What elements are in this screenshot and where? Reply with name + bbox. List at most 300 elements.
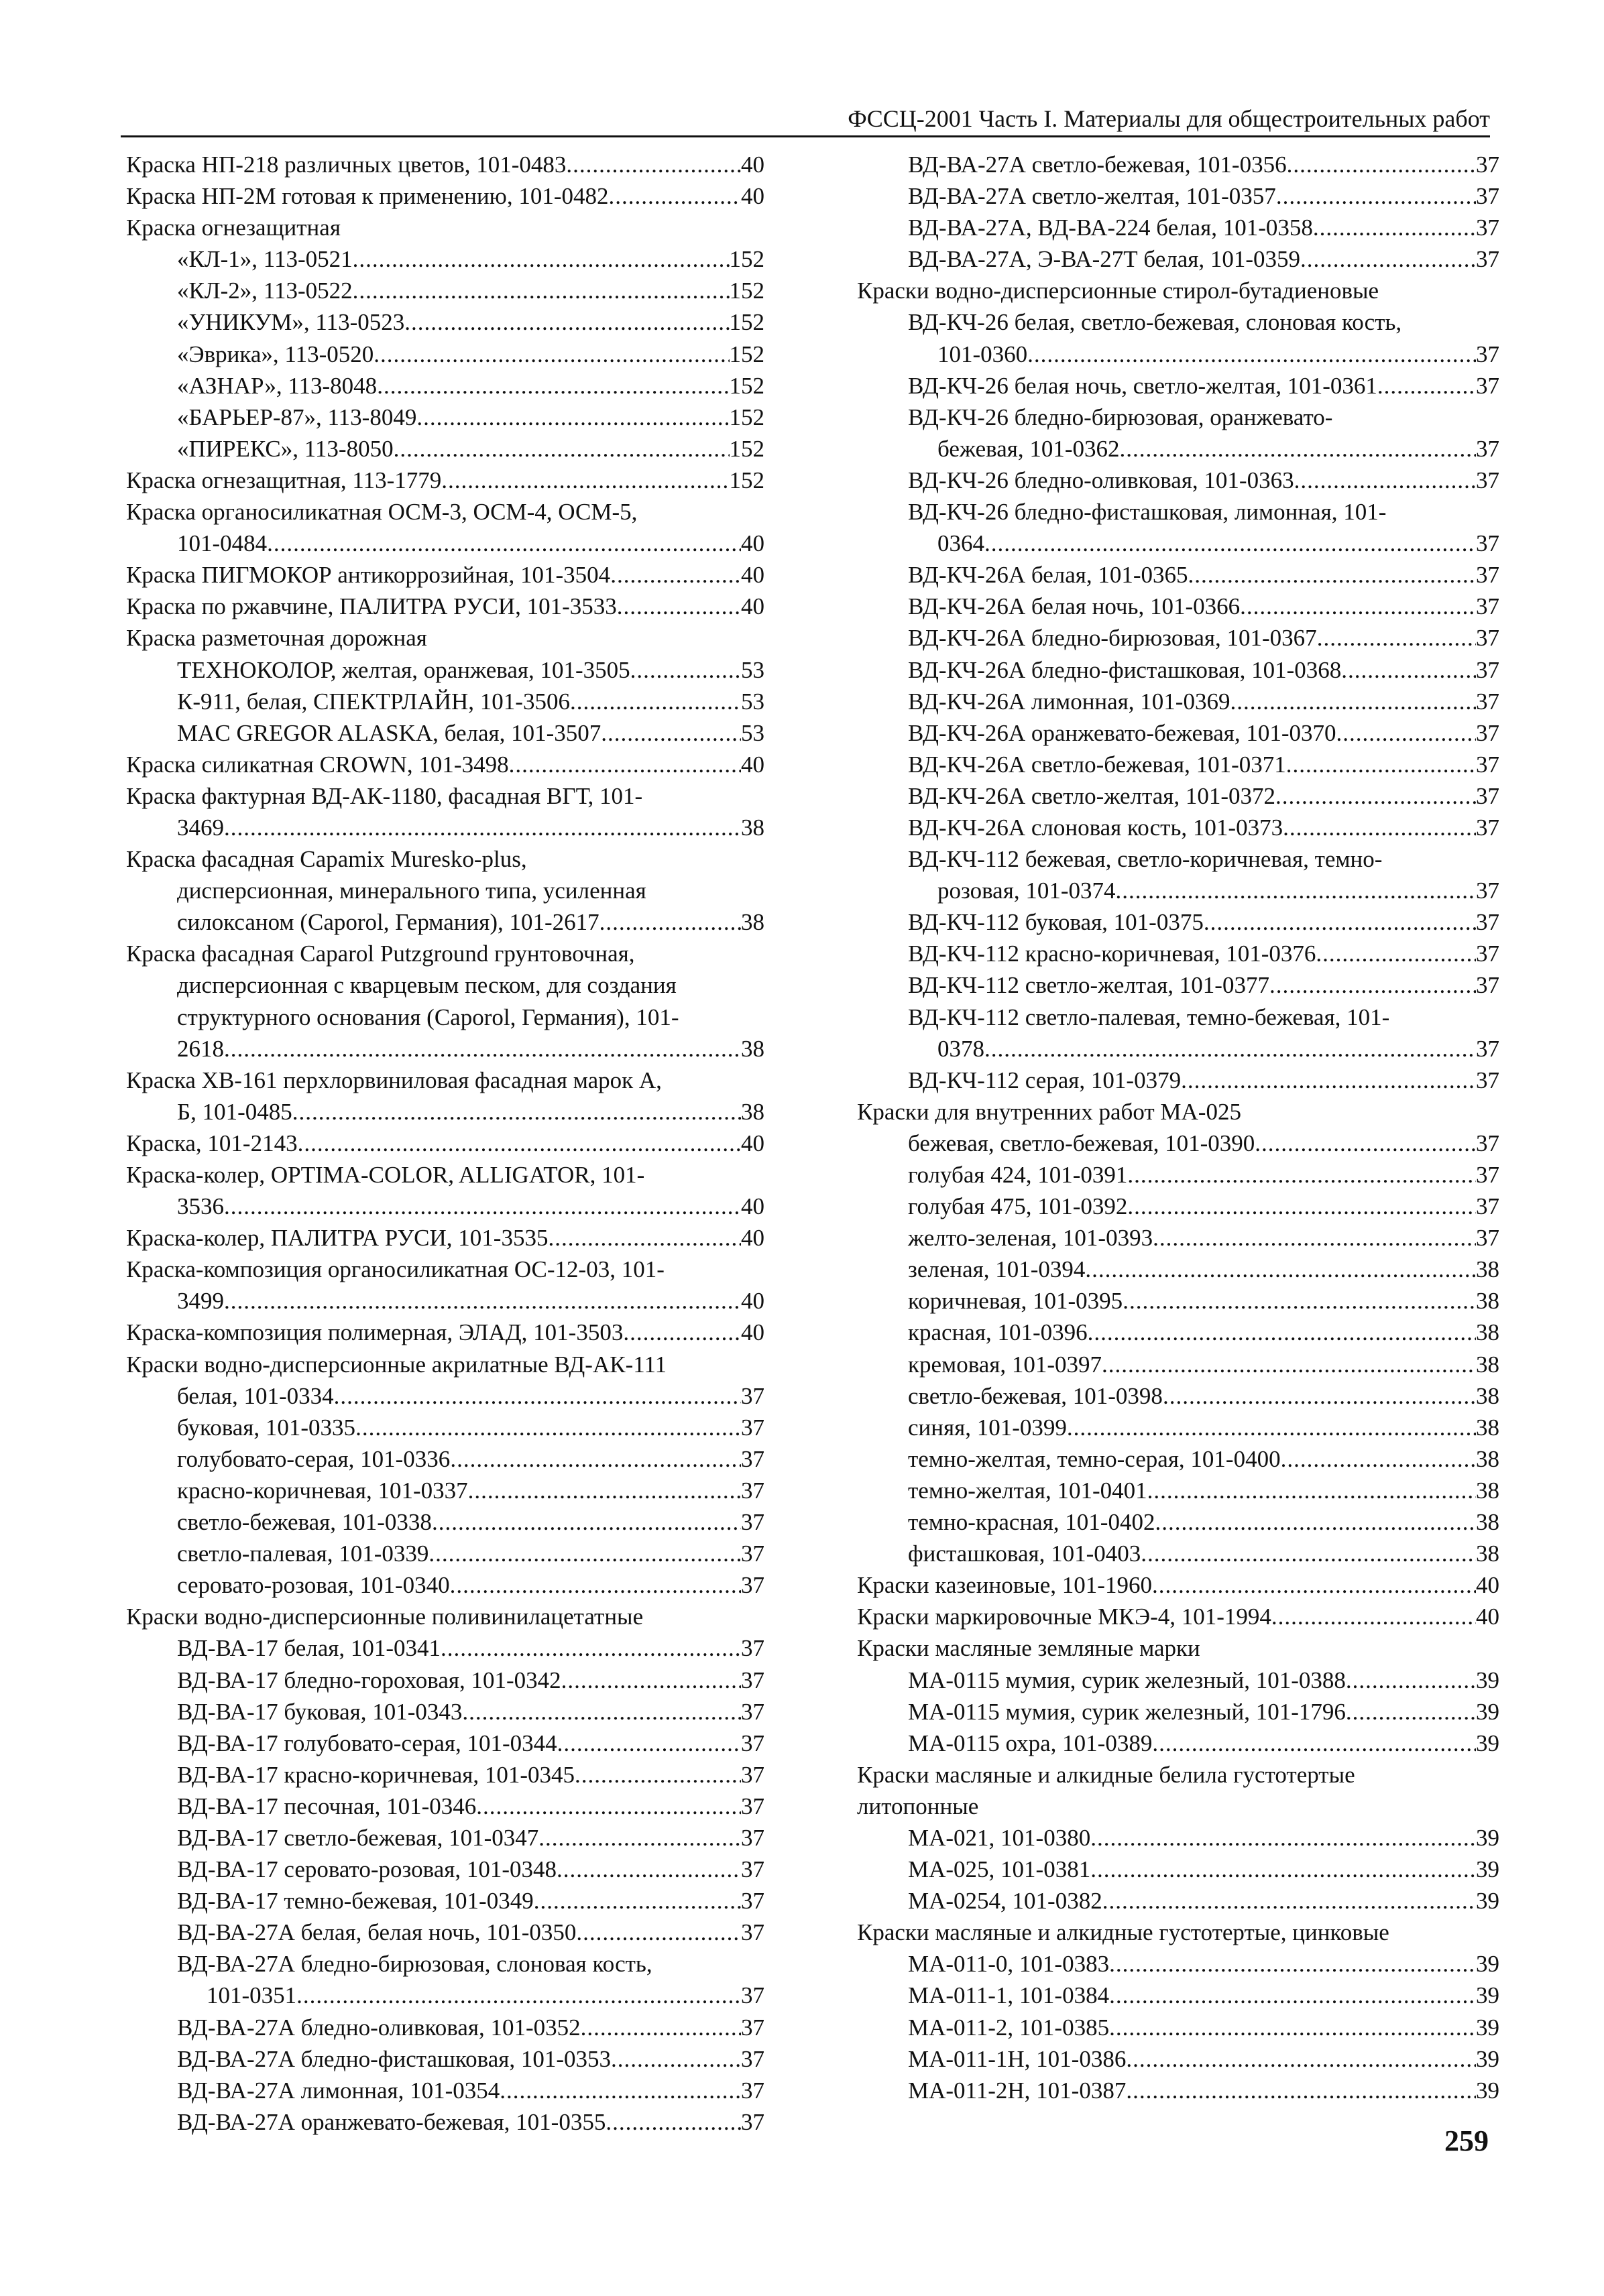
index-entry <box>126 591 764 622</box>
entry-text: голубая 424, 101-0391 <box>908 1162 1128 1188</box>
index-entry <box>126 1885 764 1917</box>
entry-page: 37 <box>1476 814 1499 841</box>
entry-page: 37 <box>1476 1130 1499 1156</box>
entry-page: 38 <box>741 1035 764 1062</box>
entry-text: 3536 <box>177 1193 224 1220</box>
entry-text: Краски казеиновые, 101-1960 <box>857 1572 1152 1599</box>
index-entry <box>857 1822 1499 1854</box>
index-entry <box>126 1980 764 2011</box>
index-entry <box>857 1980 1499 2011</box>
index-entry <box>126 1822 764 1854</box>
entry-text: фисташковая, 101-0403 <box>908 1540 1141 1567</box>
leader-dots <box>576 1917 741 1948</box>
leader-dots <box>1147 1475 1476 1506</box>
entry-text: Краска-колер, OPTIMA-COLOR, ALLIGATOR, 101- <box>126 1162 645 1188</box>
index-entry <box>857 1285 1499 1317</box>
entry-text: 101-0484 <box>177 530 268 557</box>
entry-text: ВД-ВА-27А бледно-оливковая, 101-0352 <box>177 2014 581 2041</box>
leader-dots <box>1283 812 1476 843</box>
entry-page: 37 <box>1476 467 1499 493</box>
entry-page: 39 <box>1476 1824 1499 1851</box>
leader-dots <box>1163 1380 1476 1412</box>
leader-dots <box>1090 1854 1476 1885</box>
index-entry <box>126 1506 764 1538</box>
leader-dots <box>548 1222 741 1254</box>
index-entry <box>126 1317 764 1348</box>
entry-text: ВД-КЧ-26 белая ночь, светло-желтая, 101-0361 <box>908 372 1377 399</box>
entry-text: голубовато-серая, 101-0336 <box>177 1445 451 1472</box>
index-entry <box>857 875 1499 906</box>
entry-text: МА-0254, 101-0382 <box>908 1888 1102 1915</box>
index-entry <box>126 1222 764 1254</box>
entry-text: Краска силикатная CROWN, 101-3498 <box>126 751 509 778</box>
entry-page: 37 <box>1476 1035 1499 1062</box>
leader-dots <box>476 1791 741 1822</box>
index-entry <box>857 1917 1499 1948</box>
entry-text: ВД-ВА-27А бледно-бирюзовая, слоновая кость, <box>177 1951 652 1978</box>
entry-text: Краска НП-2М готовая к применению, 101-0482 <box>126 183 609 210</box>
entry-text: ТЕХНОКОЛОР, желтая, оранжевая, 101-3505 <box>177 656 630 683</box>
entry-text: 0364 <box>937 530 984 557</box>
entry-text: темно-желтая, 101-0401 <box>908 1477 1147 1504</box>
entry-page: 40 <box>741 1288 764 1315</box>
leader-dots <box>601 717 741 749</box>
entry-text: Краски водно-дисперсионные стирол-бутадиеновые <box>857 278 1379 304</box>
leader-dots <box>404 306 729 338</box>
index-entry <box>126 812 764 843</box>
leader-dots <box>561 1665 741 1696</box>
entry-page: 38 <box>1476 1319 1499 1346</box>
index-entry <box>857 780 1499 812</box>
entry-text: Краска НП-218 различных цветов, 101-0483 <box>126 152 567 178</box>
index-column-left <box>126 149 764 2138</box>
entry-text: бежевая, 101-0362 <box>937 435 1120 462</box>
entry-text: серовато-розовая, 101-0340 <box>177 1572 450 1599</box>
entry-text: ВД-ВА-27А лимонная, 101-0354 <box>177 2077 500 2104</box>
index-entry <box>126 622 764 654</box>
entry-text: бежевая, светло-бежевая, 101-0390 <box>908 1130 1255 1156</box>
leader-dots <box>1316 938 1476 969</box>
leader-dots <box>1230 686 1476 717</box>
entry-text: Краска огнезащитная, 113-1779 <box>126 467 442 493</box>
leader-dots <box>566 149 741 180</box>
entry-page: 152 <box>729 309 764 336</box>
entry-text: белая, 101-0334 <box>177 1382 334 1409</box>
entry-text: Краска органосиликатная ОСМ-3, ОСМ-4, ОСМ-5, <box>126 499 638 526</box>
index-entry <box>857 496 1499 528</box>
leader-dots <box>224 1285 741 1317</box>
leader-dots <box>606 2106 741 2138</box>
entry-page: 37 <box>1476 1067 1499 1093</box>
index-entry <box>126 1349 764 1380</box>
entry-text: Краска фасадная Capamix Muresko-plus, <box>126 846 527 873</box>
index-entry <box>857 1601 1499 1632</box>
leader-dots <box>1188 559 1477 591</box>
entry-page: 37 <box>741 1509 764 1536</box>
entry-page: 38 <box>1476 1540 1499 1567</box>
entry-page: 38 <box>1476 1445 1499 1472</box>
entry-text: ВД-КЧ-26 белая, светло-бежевая, слоновая кость, <box>908 309 1402 336</box>
index-entry <box>126 1128 764 1159</box>
leader-dots <box>1276 180 1476 212</box>
entry-text: ВД-ВА-27А, Э-ВА-27Т белая, 101-0359 <box>908 246 1300 273</box>
index-entry <box>126 339 764 370</box>
entry-text: Краска ПИГМОКОР антикоррозийная, 101-3504 <box>126 562 611 589</box>
entry-page: 39 <box>1476 1951 1499 1978</box>
index-entry <box>857 370 1499 402</box>
index-entry <box>126 465 764 496</box>
entry-page: 37 <box>741 1730 764 1756</box>
index-entry <box>126 1538 764 1569</box>
entry-text: 0378 <box>937 1035 984 1062</box>
entry-page: 37 <box>1476 909 1499 936</box>
leader-dots <box>570 686 741 717</box>
index-entry <box>126 906 764 938</box>
entry-text: «АЗНАР», 113-8048 <box>177 372 378 399</box>
entry-text: Краска ХВ-161 перхлорвиниловая фасадная марок А, <box>126 1067 662 1093</box>
leader-dots <box>984 1033 1476 1065</box>
leader-dots <box>1313 212 1476 243</box>
index-entry <box>126 1065 764 1096</box>
index-entry <box>126 559 764 591</box>
entry-text: Краска фактурная ВД-АК-1180, фасадная ВГТ, 101- <box>126 782 643 809</box>
entry-page: 37 <box>741 1445 764 1472</box>
entry-text: МА-0115 мумия, сурик железный, 101-0388 <box>908 1667 1346 1693</box>
entry-page: 39 <box>1476 1667 1499 1693</box>
entry-page: 37 <box>741 1382 764 1409</box>
entry-text: розовая, 101-0374 <box>937 878 1116 904</box>
entry-page: 37 <box>741 1982 764 2009</box>
entry-text: МА-025, 101-0381 <box>908 1856 1091 1883</box>
entry-text: МА-011-2Н, 101-0387 <box>908 2077 1127 2104</box>
entry-page: 39 <box>1476 1698 1499 1725</box>
leader-dots <box>450 1569 741 1601</box>
index-entry <box>857 1002 1499 1033</box>
index-entry <box>857 1033 1499 1065</box>
entry-page: 38 <box>1476 1382 1499 1409</box>
index-entry <box>857 243 1499 275</box>
index-entry <box>126 717 764 749</box>
entry-page: 37 <box>741 1635 764 1662</box>
entry-page: 37 <box>1476 183 1499 210</box>
entry-text: светло-палевая, 101-0339 <box>177 1540 429 1567</box>
leader-dots <box>611 2043 741 2075</box>
leader-dots <box>1109 1948 1476 1980</box>
index-entry <box>857 1632 1499 1664</box>
entry-text: 2618 <box>177 1035 224 1062</box>
entry-text: Краска-композиция полимерная, ЭЛАД, 101-3503 <box>126 1319 624 1346</box>
index-entry <box>857 1349 1499 1380</box>
entry-text: ВД-КЧ-112 светло-желтая, 101-0377 <box>908 972 1269 999</box>
entry-page: 37 <box>741 2045 764 2072</box>
entry-text: синяя, 101-0399 <box>908 1414 1067 1441</box>
index-entry <box>126 843 764 875</box>
entry-page: 37 <box>1476 656 1499 683</box>
entry-page: 37 <box>1476 719 1499 746</box>
entry-page: 53 <box>741 656 764 683</box>
leader-dots <box>224 812 741 843</box>
index-entry <box>857 2043 1499 2075</box>
leader-dots <box>1085 1254 1476 1285</box>
entry-page: 38 <box>1476 1477 1499 1504</box>
index-entry <box>857 938 1499 969</box>
entry-page: 37 <box>1476 751 1499 778</box>
leader-dots <box>1102 1885 1476 1917</box>
entry-text: ВД-ВА-17 буковая, 101-0343 <box>177 1698 463 1725</box>
entry-text: силоксаном (Caporol, Германия), 101-2617 <box>177 909 599 936</box>
entry-text: дисперсионная с кварцевым песком, для создания <box>177 972 677 999</box>
entry-page: 38 <box>1476 1414 1499 1441</box>
entry-page: 152 <box>729 341 764 367</box>
leader-dots <box>1255 1128 1476 1159</box>
entry-text: МА-0115 мумия, сурик железный, 101-1796 <box>908 1698 1346 1725</box>
leader-dots <box>534 1885 741 1917</box>
leader-dots <box>608 180 741 212</box>
leader-dots <box>416 402 729 433</box>
leader-dots <box>450 1443 741 1475</box>
index-entry <box>126 969 764 1001</box>
leader-dots <box>334 1380 741 1412</box>
index-entry <box>857 1728 1499 1759</box>
entry-page: 37 <box>1476 593 1499 620</box>
leader-dots <box>355 1412 741 1443</box>
leader-dots <box>630 654 741 686</box>
leader-dots <box>1317 622 1476 654</box>
entry-page: 37 <box>1476 782 1499 809</box>
entry-page: 37 <box>741 2077 764 2104</box>
entry-page: 53 <box>741 688 764 715</box>
leader-dots <box>1109 2012 1476 2043</box>
entry-text: МА-011-1, 101-0384 <box>908 1982 1110 2009</box>
index-entry <box>126 1096 764 1128</box>
leader-dots <box>353 275 730 306</box>
index-entry <box>857 306 1499 338</box>
entry-page: 37 <box>1476 562 1499 589</box>
entry-text: ВД-КЧ-26А оранжевато-бежевая, 101-0370 <box>908 719 1336 746</box>
entry-text: темно-красная, 101-0402 <box>908 1509 1155 1536</box>
leader-dots <box>575 1759 741 1791</box>
leader-dots <box>462 1696 741 1728</box>
entry-page: 37 <box>1476 435 1499 462</box>
leader-dots <box>1286 749 1476 780</box>
entry-text: Б, 101-0485 <box>177 1098 292 1125</box>
entry-page: 37 <box>1476 941 1499 967</box>
index-entry <box>126 1601 764 1632</box>
entry-text: Краска огнезащитная <box>126 215 341 241</box>
entry-page: 37 <box>1476 1162 1499 1188</box>
index-entry <box>126 1033 764 1065</box>
leader-dots <box>224 1191 741 1222</box>
leader-dots <box>267 528 741 559</box>
entry-page: 37 <box>741 1477 764 1504</box>
index-entry <box>857 1412 1499 1443</box>
entry-text: ВД-ВА-17 красно-коричневая, 101-0345 <box>177 1761 575 1788</box>
index-entry <box>857 969 1499 1001</box>
entry-text: ВД-КЧ-26А светло-бежевая, 101-0371 <box>908 751 1286 778</box>
entry-text: ВД-КЧ-26А белая, 101-0365 <box>908 562 1188 589</box>
entry-text: ВД-ВА-17 серовато-розовая, 101-0348 <box>177 1856 557 1883</box>
entry-page: 40 <box>741 530 764 557</box>
entry-page: 39 <box>1476 2014 1499 2041</box>
entry-page: 152 <box>729 246 764 273</box>
entry-text: ВД-ВА-17 светло-бежевая, 101-0347 <box>177 1824 539 1851</box>
entry-page: 40 <box>741 751 764 778</box>
entry-text: ВД-ВА-17 песочная, 101-0346 <box>177 1793 477 1819</box>
entry-text: «УНИКУМ», 113-0523 <box>177 309 405 336</box>
leader-dots <box>538 1822 741 1854</box>
index-entry <box>857 149 1499 180</box>
index-column-right <box>857 149 1499 2106</box>
entry-text: МА-011-2, 101-0385 <box>908 2014 1110 2041</box>
index-entry <box>857 433 1499 465</box>
entry-page: 37 <box>741 1667 764 1693</box>
entry-text: МА-021, 101-0380 <box>908 1824 1091 1851</box>
entry-text: МА-011-0, 101-0383 <box>908 1951 1110 1978</box>
entry-page: 38 <box>1476 1351 1499 1378</box>
index-entry <box>126 654 764 686</box>
entry-text: ВД-ВА-27А оранжевато-бежевая, 101-0355 <box>177 2108 606 2135</box>
index-entry <box>126 1443 764 1475</box>
index-entry <box>857 465 1499 496</box>
entry-text: структурного основания (Caporol, Германия), 101- <box>177 1004 679 1030</box>
index-entry <box>857 1065 1499 1096</box>
leader-dots <box>1152 1728 1476 1759</box>
entry-page: 152 <box>729 278 764 304</box>
index-entry <box>857 1222 1499 1254</box>
entry-text: ВД-КЧ-112 бежевая, светло-коричневая, темно- <box>908 846 1383 873</box>
index-entry <box>126 275 764 306</box>
entry-page: 39 <box>1476 2077 1499 2104</box>
entry-text: ВД-КЧ-112 красно-коричневая, 101-0376 <box>908 941 1316 967</box>
leader-dots <box>1204 906 1476 938</box>
entry-page: 38 <box>1476 1509 1499 1536</box>
entry-page: 37 <box>1476 1225 1499 1252</box>
entry-page: 37 <box>741 1888 764 1915</box>
index-entry <box>126 370 764 402</box>
index-entry <box>126 149 764 180</box>
entry-text: ВД-ВА-17 бледно-гороховая, 101-0342 <box>177 1667 561 1693</box>
leader-dots <box>557 1728 741 1759</box>
index-entry <box>857 180 1499 212</box>
leader-dots <box>1027 339 1476 370</box>
leader-dots <box>610 559 741 591</box>
entry-text: ВД-ВА-17 темно-бежевая, 101-0349 <box>177 1888 534 1915</box>
index-entry <box>857 1128 1499 1159</box>
index-entry <box>126 1191 764 1222</box>
entry-text: ВД-КЧ-26А бледно-бирюзовая, 101-0367 <box>908 625 1317 652</box>
index-entry <box>126 1728 764 1759</box>
entry-page: 38 <box>741 1098 764 1125</box>
entry-text: Краска, 101-2143 <box>126 1130 298 1156</box>
entry-page: 37 <box>741 1793 764 1819</box>
leader-dots <box>1341 654 1476 686</box>
leader-dots <box>1123 1285 1476 1317</box>
leader-dots <box>1281 1443 1476 1475</box>
leader-dots <box>224 1033 741 1065</box>
entry-text: ВД-ВА-27А светло-бежевая, 101-0356 <box>908 152 1287 178</box>
entry-text: Краски масляные и алкидные белила густотертые <box>857 1761 1355 1788</box>
leader-dots <box>1300 243 1476 275</box>
entry-text: 3499 <box>177 1288 224 1315</box>
leader-dots <box>441 1632 741 1664</box>
entry-text: ВД-КЧ-26 бледно-оливковая, 101-0363 <box>908 467 1294 493</box>
index-entry <box>857 1159 1499 1191</box>
index-entry <box>857 2012 1499 2043</box>
leader-dots <box>1109 1980 1476 2011</box>
index-entry <box>857 1791 1499 1822</box>
leader-dots <box>1126 2075 1476 2106</box>
entry-text: кремовая, 101-0397 <box>908 1351 1102 1378</box>
entry-text: ВД-КЧ-26 бледно-фисташковая, лимонная, 101- <box>908 499 1387 526</box>
leader-dots <box>1127 1191 1476 1222</box>
index-entry <box>126 1002 764 1033</box>
index-entry <box>126 402 764 433</box>
index-entry <box>857 1254 1499 1285</box>
index-entry <box>857 1696 1499 1728</box>
entry-page: 40 <box>741 183 764 210</box>
leader-dots <box>1115 875 1476 906</box>
index-entry <box>857 1948 1499 1980</box>
index-entry <box>126 1569 764 1601</box>
header-title: ФССЦ-2001 Часть I. Материалы для общестроительных работ <box>848 105 1490 132</box>
entry-text: ВД-КЧ-26А белая ночь, 101-0366 <box>908 593 1241 620</box>
entry-page: 40 <box>741 1319 764 1346</box>
index-entry <box>126 1665 764 1696</box>
entry-page: 37 <box>741 2014 764 2041</box>
leader-dots <box>1090 1822 1476 1854</box>
leader-dots <box>557 1854 741 1885</box>
entry-page: 37 <box>1476 972 1499 999</box>
index-entry <box>126 2106 764 2138</box>
leader-dots <box>509 749 741 780</box>
leader-dots <box>374 339 729 370</box>
index-entry <box>857 1759 1499 1791</box>
entry-page: 39 <box>1476 1888 1499 1915</box>
index-entry <box>126 306 764 338</box>
index-entry <box>857 275 1499 306</box>
index-entry <box>126 1854 764 1885</box>
entry-page: 53 <box>741 719 764 746</box>
entry-page: 37 <box>741 1824 764 1851</box>
entry-page: 39 <box>1476 1730 1499 1756</box>
entry-page: 37 <box>1476 625 1499 652</box>
leader-dots <box>1088 1317 1476 1348</box>
index-entry <box>126 780 764 812</box>
entry-page: 152 <box>729 404 764 430</box>
index-entry <box>857 1443 1499 1475</box>
index-entry <box>857 1191 1499 1222</box>
entry-text: ВД-КЧ-26 бледно-бирюзовая, оранжевато- <box>908 404 1333 430</box>
index-entry <box>126 1917 764 1948</box>
index-entry <box>857 1096 1499 1128</box>
entry-text: Краска-колер, ПАЛИТРА РУСИ, 101-3535 <box>126 1225 549 1252</box>
leader-dots <box>1336 717 1476 749</box>
index-entry <box>857 1380 1499 1412</box>
index-entry <box>857 528 1499 559</box>
entry-page: 152 <box>729 372 764 399</box>
entry-text: дисперсионная, минерального типа, усиленная <box>177 878 646 904</box>
entry-text: темно-желтая, темно-серая, 101-0400 <box>908 1445 1281 1472</box>
entry-text: К-911, белая, СПЕКТРЛАЙН, 101-3506 <box>177 688 570 715</box>
entry-text: «Эврика», 113-0520 <box>177 341 374 367</box>
entry-text: буковая, 101-0335 <box>177 1414 356 1441</box>
entry-text: красная, 101-0396 <box>908 1319 1088 1346</box>
leader-dots <box>1152 1569 1476 1601</box>
entry-text: Краски масляные и алкидные густотертые, цинковые <box>857 1919 1389 1946</box>
index-entry <box>126 938 764 969</box>
entry-text: ВД-КЧ-26А лимонная, 101-0369 <box>908 688 1230 715</box>
entry-page: 37 <box>1476 688 1499 715</box>
